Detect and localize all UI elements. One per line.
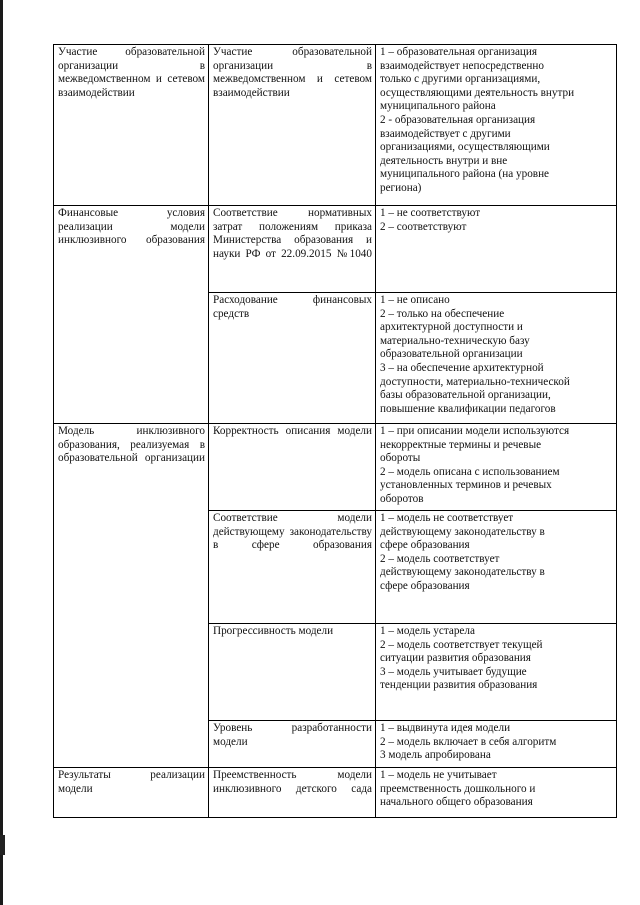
- score-line: 1 – при описании модели используются: [380, 425, 570, 437]
- indicator-cell: Преемственность модели инклюзивного детского сада: [209, 768, 376, 818]
- score-cell: [376, 206, 617, 293]
- score-line: 1 – модель не учитывает: [380, 769, 497, 781]
- score-line: муниципального района: [380, 100, 496, 113]
- score-line: действующему законодательству в: [380, 525, 545, 538]
- score-line: сфере образования: [380, 539, 470, 552]
- score-cell: [376, 293, 617, 424]
- score-line: установленных терминов и речевых: [380, 479, 552, 492]
- score-line: тенденции развития образования: [380, 679, 538, 692]
- score-line: материально-техническую базу: [380, 334, 530, 347]
- indicator-cell: Прогрессивность модели: [209, 624, 376, 721]
- criteria-table: [53, 44, 617, 818]
- table-row: [54, 45, 617, 206]
- table-row: [54, 768, 617, 818]
- score-line: образовательной организации: [380, 348, 523, 361]
- table-row: [54, 206, 617, 293]
- score-line: 1 – не соответствуют: [380, 207, 481, 219]
- score-line: региона): [380, 181, 422, 194]
- score-line: доступности, материально-технической: [380, 375, 570, 388]
- score-line: 3 – на обеспечение архитектурной: [380, 361, 544, 374]
- score-line: архитектурной доступности и: [380, 321, 523, 334]
- score-line: 1 – модель устарела: [380, 625, 475, 637]
- score-line: некорректные термины и речевые: [380, 438, 542, 451]
- score-line: организациями, осуществляющими: [380, 141, 550, 154]
- scan-mark: [0, 835, 5, 855]
- score-line: деятельность внутри и вне: [380, 154, 508, 167]
- score-line: 2 - образовательная организация: [380, 113, 536, 126]
- page-edge-shadow: [0, 0, 3, 905]
- indicator-cell: Расходование финансовых средств: [209, 293, 376, 424]
- score-line: 2 – соответствуют: [380, 220, 467, 233]
- score-cell: [376, 45, 617, 206]
- criterion-cell: Финансовые условия реализации модели инклюзивного образования: [54, 206, 209, 424]
- score-cell: [376, 721, 617, 768]
- score-line: ситуации развития образования: [380, 652, 531, 665]
- score-cell: [376, 424, 617, 511]
- score-line: только с другими организациями,: [380, 73, 541, 86]
- indicator-cell: Участие образовательной организации в межведомственном и сетевом взаимодействии: [209, 45, 376, 206]
- score-cell: [376, 511, 617, 624]
- score-line: 3 – модель учитывает будущие: [380, 665, 527, 678]
- score-line: обороты: [380, 452, 421, 465]
- score-line: 2 – модель соответствует текущей: [380, 638, 543, 651]
- indicator-cell: Корректность описания модели: [209, 424, 376, 511]
- score-line: повышение квалификации педагогов: [380, 402, 556, 415]
- score-line: 1 – не описано: [380, 294, 450, 306]
- score-cell: [376, 768, 617, 818]
- score-line: действующему законодательству в: [380, 566, 545, 579]
- score-line: 2 – только на обеспечение: [380, 307, 505, 320]
- score-line: взаимодействует непосредственно: [380, 59, 544, 72]
- score-line: 3 модель апробирована: [380, 749, 491, 762]
- score-line: преемственность дошкольного и: [380, 782, 536, 795]
- score-line: осуществляющими деятельность внутри: [380, 86, 575, 99]
- score-line: оборотов: [380, 492, 424, 505]
- indicator-cell: Уровень разработанности модели: [209, 721, 376, 768]
- score-line: 2 – модель соответствует: [380, 552, 500, 565]
- score-line: 2 – модель описана с использованием: [380, 465, 560, 478]
- score-line: 2 – модель включает в себя алгоритм: [380, 735, 557, 748]
- score-line: 1 – образовательная организация: [380, 46, 538, 58]
- score-line: взаимодействует с другими: [380, 127, 511, 140]
- score-line: базы образовательной организации,: [380, 389, 551, 402]
- score-line: 1 – модель не соответствует: [380, 512, 514, 524]
- score-line: начального общего образования: [380, 796, 533, 809]
- criterion-cell: Участие образовательной организации в межведомственном и сетевом взаимодействии: [54, 45, 209, 206]
- score-line: сфере образования: [380, 579, 470, 592]
- score-line: 1 – выдвинута идея модели: [380, 722, 511, 734]
- table-row: [54, 424, 617, 511]
- criterion-cell: Модель инклюзивного образования, реализуемая в образовательной организации: [54, 424, 209, 768]
- criterion-cell: Результаты реализации модели: [54, 768, 209, 818]
- indicator-cell: Соответствие нормативных затрат положениям приказа Министерства образования и науки РФ от 22.09.2015 №1040: [209, 206, 376, 293]
- indicator-cell: Соответствие модели действующему законодательству в сфере образования: [209, 511, 376, 624]
- score-cell: [376, 624, 617, 721]
- score-line: муниципального района (на уровне: [380, 168, 550, 181]
